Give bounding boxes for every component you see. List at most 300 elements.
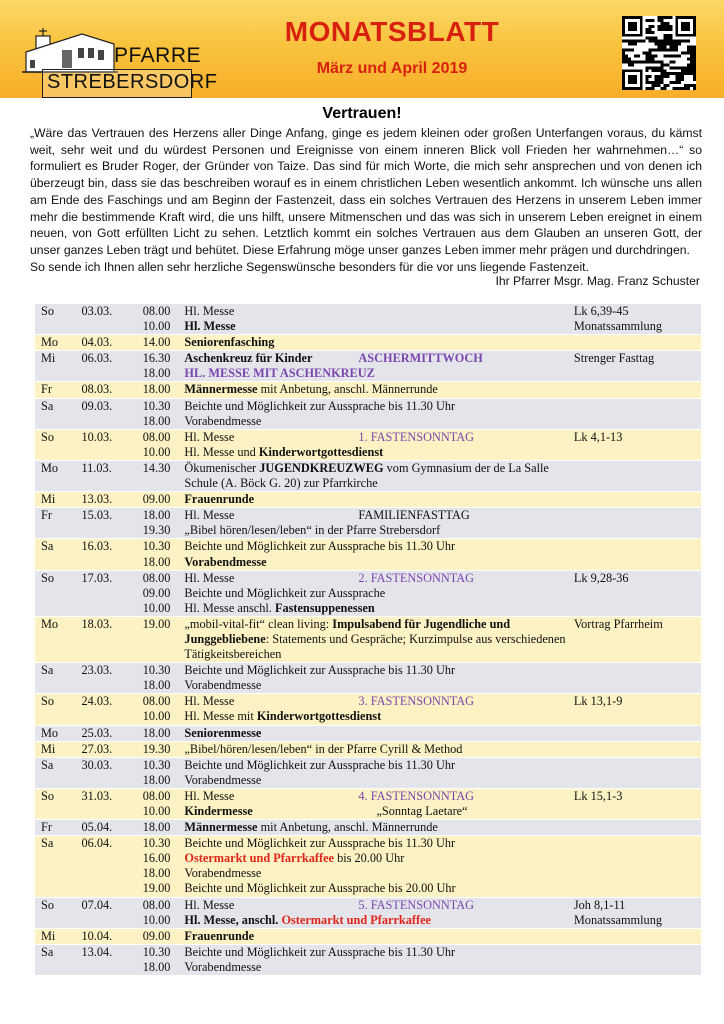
time-label: 18.00 <box>142 413 171 428</box>
event-text: „Bibel hören/lesen/leben“ in der Pfarre Strebersdorf <box>184 523 441 538</box>
schedule-day <box>35 928 81 944</box>
day-label: Mo <box>41 616 59 631</box>
time-label: 10.00 <box>142 444 171 459</box>
schedule-row <box>35 335 701 351</box>
schedule-notes <box>574 382 701 398</box>
schedule-events <box>184 788 573 819</box>
event-line <box>184 414 573 429</box>
time-label: 08.00 <box>142 788 171 803</box>
article-signature: Ihr Pfarrer Msgr. Mag. Franz Schuster <box>495 274 700 288</box>
note-label: Lk 6,39-45 <box>573 304 629 318</box>
schedule-day <box>35 382 81 398</box>
day-label: Fr <box>41 508 52 523</box>
time-label: 10.00 <box>142 804 171 818</box>
page-title: MONATSBLATT <box>284 16 500 47</box>
note-label: Lk 9,28-36 <box>573 570 629 585</box>
schedule-notes <box>574 508 701 539</box>
note-label <box>574 929 701 944</box>
schedule-row <box>35 304 701 335</box>
event-line <box>184 678 573 693</box>
time-label: 10.30 <box>142 944 171 959</box>
schedule-times <box>143 460 185 491</box>
time-label: 10.30 <box>142 539 171 554</box>
time-label: 19.00 <box>142 881 171 896</box>
date-label: 03.03. <box>81 304 113 318</box>
event-line <box>184 586 573 601</box>
event-line <box>184 555 573 570</box>
schedule-date <box>81 429 142 460</box>
event-text: Beichte und Möglichkeit zur Aussprache bis 11.30 Uhr <box>184 539 456 554</box>
schedule-day <box>35 539 81 570</box>
event-text: Ostermarkt und Pfarrkaffee <box>184 851 334 866</box>
day-label: Mi <box>41 492 56 507</box>
note-label <box>574 508 701 523</box>
note-label <box>574 492 701 507</box>
schedule-notes <box>574 944 701 975</box>
event-text: 4. FASTENSONNTAG <box>358 788 475 803</box>
note-label <box>574 820 701 835</box>
event-line <box>184 758 573 773</box>
day-label: Mo <box>41 725 59 740</box>
date-label: 15.03. <box>81 508 113 523</box>
note-label: Strenger Fasttag <box>573 351 655 366</box>
schedule-date <box>81 836 142 897</box>
schedule-events <box>184 836 573 897</box>
time-label: 19.30 <box>142 741 171 756</box>
schedule-date <box>81 616 142 662</box>
event-text: : Statements und Gespräche; Kurzimpulse aus verschiedenen Tätigkeitsbereichen <box>184 631 566 662</box>
schedule-day <box>35 897 81 928</box>
schedule-row <box>35 351 701 382</box>
day-label: Sa <box>41 539 54 554</box>
event-line <box>184 617 573 662</box>
date-label: 31.03. <box>81 788 113 803</box>
event-text: 5. FASTENSONNTAG <box>358 897 475 912</box>
event-text: Hl. Messe <box>184 429 235 444</box>
day-label: So <box>41 570 54 585</box>
event-text: Hl. Messe, anschl. <box>184 912 282 927</box>
schedule-row <box>35 836 701 897</box>
event-text: Hl. Messe <box>184 897 235 912</box>
schedule-events <box>184 928 573 944</box>
schedule-row <box>35 820 701 836</box>
date-label: 17.03. <box>81 570 113 585</box>
date-label: 09.03. <box>81 398 113 413</box>
event-text: Männermesse <box>184 382 258 397</box>
event-text: Beichte und Möglichkeit zur Aussprache <box>184 585 386 600</box>
note-label <box>574 601 701 616</box>
schedule-date <box>81 304 142 335</box>
article-paragraph: So sende ich Ihnen allen sehr herzliche Segenswünsche besonders für die vor uns liegende Fastenzeit. <box>30 259 589 274</box>
schedule-row <box>35 725 701 741</box>
note-label <box>574 726 701 741</box>
time-label: 10.00 <box>142 600 171 615</box>
event-text: Kinderwortgottesdienst <box>256 709 382 724</box>
date-label: 06.04. <box>81 836 113 851</box>
schedule-row <box>35 429 701 460</box>
note-label: Monatssammlung <box>573 912 662 927</box>
schedule-day <box>35 398 81 429</box>
note-label <box>574 742 701 757</box>
schedule-date <box>81 757 142 788</box>
day-label: Sa <box>41 836 54 851</box>
schedule-events <box>184 351 573 382</box>
event-line <box>184 945 573 960</box>
event-line <box>184 663 573 678</box>
note-label <box>574 851 701 866</box>
event-text: Kindermesse <box>184 804 253 818</box>
time-label: 10.30 <box>142 398 171 413</box>
schedule-notes <box>574 351 701 382</box>
article-heading: Vertrauen! <box>322 105 402 122</box>
schedule-times <box>143 304 185 335</box>
event-text: bis 20.00 Uhr <box>334 851 405 866</box>
schedule-times <box>143 429 185 460</box>
day-label: So <box>41 897 54 912</box>
event-line <box>184 789 573 804</box>
event-line <box>184 960 573 975</box>
schedule-times <box>143 508 185 539</box>
note-label: Lk 13,1-9 <box>573 694 623 709</box>
event-text: Hl. Messe <box>184 694 235 709</box>
date-label: 13.04. <box>81 944 113 959</box>
schedule-day <box>35 304 81 335</box>
schedule-row <box>35 492 701 508</box>
schedule-date <box>81 335 142 351</box>
event-line <box>184 508 573 523</box>
schedule-row <box>35 741 701 757</box>
event-line <box>184 773 573 788</box>
note-label <box>574 366 701 381</box>
event-text: mit Anbetung, anschl. Männerrunde <box>257 382 438 397</box>
note-label <box>574 678 701 693</box>
schedule-events <box>184 741 573 757</box>
schedule-times <box>143 897 185 928</box>
event-line <box>184 929 573 944</box>
event-text: Beichte und Möglichkeit zur Aussprache bis 11.30 Uhr <box>184 757 456 772</box>
note-label <box>574 836 701 851</box>
note-label: Monatssammlung <box>573 319 662 334</box>
schedule-row <box>35 508 701 539</box>
schedule-events <box>184 820 573 836</box>
date-label: 27.03. <box>81 741 113 756</box>
event-text: Impulsabend für Jugendliche und Junggebliebene <box>184 616 511 646</box>
date-label: 06.03. <box>81 351 113 366</box>
note-label: Lk 15,1-3 <box>573 788 623 803</box>
event-line <box>184 694 573 709</box>
event-line <box>184 351 573 366</box>
time-label: 10.30 <box>142 757 171 772</box>
date-label: 13.03. <box>81 492 113 507</box>
event-line <box>184 492 573 507</box>
day-label: Mi <box>41 741 56 756</box>
date-label: 07.04. <box>81 897 113 912</box>
time-label: 18.00 <box>142 725 171 740</box>
event-line <box>184 881 573 896</box>
event-text: 1. FASTENSONNTAG <box>358 429 475 444</box>
event-line <box>184 709 573 724</box>
schedule-day <box>35 335 81 351</box>
event-line <box>184 601 573 616</box>
schedule-date <box>81 539 142 570</box>
time-label: 14.30 <box>142 460 171 475</box>
schedule-date <box>81 382 142 398</box>
schedule-day <box>35 508 81 539</box>
schedule-row <box>35 897 701 928</box>
date-label: 25.03. <box>81 725 113 740</box>
time-label: 19.30 <box>142 523 171 538</box>
schedule-notes <box>574 570 701 616</box>
event-line <box>184 820 573 835</box>
date-label: 18.03. <box>81 616 113 631</box>
day-label: So <box>41 429 54 444</box>
note-label <box>574 414 701 429</box>
time-label: 08.00 <box>142 694 171 709</box>
schedule-times <box>143 757 185 788</box>
date-label: 10.04. <box>81 928 113 943</box>
schedule-date <box>81 663 142 694</box>
schedule-times <box>143 335 185 351</box>
time-label: 10.00 <box>142 912 171 927</box>
schedule-times <box>143 836 185 897</box>
time-label: 18.00 <box>142 772 171 787</box>
schedule-notes <box>574 398 701 429</box>
schedule-events <box>184 570 573 616</box>
schedule-date <box>81 570 142 616</box>
schedule-notes <box>574 663 701 694</box>
day-label: Fr <box>41 382 52 397</box>
schedule-notes <box>574 429 701 460</box>
day-label: So <box>41 694 54 709</box>
schedule-notes <box>574 335 701 351</box>
date-label: 05.04. <box>81 820 113 835</box>
day-label: Fr <box>41 820 52 835</box>
time-label: 08.00 <box>142 897 171 912</box>
event-text: Hl. Messe mit <box>184 709 257 724</box>
schedule-day <box>35 944 81 975</box>
note-label <box>574 881 701 896</box>
day-label: Mi <box>41 928 56 943</box>
qr-code-icon <box>622 16 696 90</box>
schedule-notes <box>574 741 701 757</box>
schedule-date <box>81 788 142 819</box>
note-label <box>574 960 701 975</box>
day-label: Sa <box>41 663 54 678</box>
note-label <box>574 539 701 554</box>
schedule-times <box>143 492 185 508</box>
schedule-times <box>143 741 185 757</box>
schedule-day <box>35 616 81 662</box>
note-label <box>574 586 701 601</box>
schedule-events <box>184 616 573 662</box>
event-text: Frauenrunde <box>184 492 255 507</box>
schedule-day <box>35 460 81 491</box>
logo-text-strebersdorf: STREBERSDORF <box>47 71 218 93</box>
note-label <box>574 709 701 724</box>
event-text: Vorabendmesse <box>184 678 262 693</box>
schedule-times <box>143 694 185 725</box>
day-label: Sa <box>41 944 54 959</box>
schedule-notes <box>574 460 701 491</box>
event-line <box>184 726 573 741</box>
schedule-date <box>81 725 142 741</box>
event-text: Hl. Messe <box>184 508 235 523</box>
schedule-events <box>184 335 573 351</box>
schedule-row <box>35 757 701 788</box>
time-label: 19.00 <box>142 616 171 631</box>
note-label <box>574 399 701 414</box>
note-label <box>574 382 701 397</box>
day-label: Sa <box>41 757 54 772</box>
note-label: Vortrag Pfarrheim <box>573 616 663 631</box>
date-label: 04.03. <box>81 335 113 350</box>
event-text: Fastensuppenessen <box>274 600 375 615</box>
date-label: 30.03. <box>81 757 113 772</box>
schedule-day <box>35 351 81 382</box>
schedule-notes <box>574 897 701 928</box>
event-line <box>184 399 573 414</box>
schedule-times <box>143 928 185 944</box>
schedule-day <box>35 570 81 616</box>
time-label: 10.30 <box>142 663 171 678</box>
schedule-times <box>143 382 185 398</box>
schedule-events <box>184 460 573 491</box>
event-line <box>184 571 573 586</box>
date-label: 11.03. <box>81 460 112 475</box>
time-label: 10.00 <box>142 709 171 724</box>
date-label: 23.03. <box>81 663 113 678</box>
time-label: 14.00 <box>142 335 171 350</box>
note-label <box>574 461 701 476</box>
schedule-times <box>143 820 185 836</box>
schedule-date <box>81 897 142 928</box>
time-label: 10.30 <box>142 836 171 851</box>
event-text: Hl. Messe <box>184 319 236 334</box>
time-label: 10.00 <box>142 319 171 334</box>
article-body <box>30 125 702 275</box>
schedule-row <box>35 788 701 819</box>
schedule-events <box>184 725 573 741</box>
time-label: 18.00 <box>142 678 171 693</box>
event-text: Frauenrunde <box>184 928 255 943</box>
schedule-times <box>143 351 185 382</box>
schedule-times <box>143 539 185 570</box>
event-text: 2. FASTENSONNTAG <box>358 570 475 585</box>
event-text: Vorabendmesse <box>184 413 262 428</box>
event-line <box>184 539 573 554</box>
schedule-date <box>81 351 142 382</box>
note-label <box>574 555 701 570</box>
event-text: Beichte und Möglichkeit zur Aussprache bis 11.30 Uhr <box>184 663 456 678</box>
schedule-notes <box>574 757 701 788</box>
note-label <box>574 335 701 350</box>
event-line <box>184 913 573 928</box>
schedule-notes <box>574 492 701 508</box>
schedule-row <box>35 694 701 725</box>
event-text: mit Anbetung, anschl. Männerrunde <box>257 820 438 835</box>
schedule-times <box>143 725 185 741</box>
event-line <box>184 866 573 881</box>
schedule-day <box>35 788 81 819</box>
event-text: Seniorenmesse <box>184 725 262 740</box>
schedule-table <box>35 304 701 976</box>
event-line <box>184 304 573 319</box>
date-label: 08.03. <box>81 382 113 397</box>
event-text: Männermesse <box>184 820 258 835</box>
schedule-date <box>81 508 142 539</box>
schedule-row <box>35 616 701 662</box>
event-text: Aschenkreuz für Kinder <box>184 351 313 366</box>
event-text: ASCHERMITTWOCH <box>358 351 483 366</box>
schedule-notes <box>574 788 701 819</box>
schedule-day <box>35 741 81 757</box>
day-label: Mo <box>41 335 59 350</box>
schedule-day <box>35 725 81 741</box>
time-label: 09.00 <box>142 585 171 600</box>
event-line <box>184 445 573 460</box>
event-line <box>184 461 573 491</box>
schedule-notes <box>574 539 701 570</box>
schedule-date <box>81 944 142 975</box>
note-label <box>574 523 701 538</box>
event-text: 3. FASTENSONNTAG <box>358 694 475 709</box>
day-label: Sa <box>41 398 54 413</box>
schedule-date <box>81 694 142 725</box>
event-text: Hl. Messe <box>184 788 235 803</box>
note-label <box>574 445 701 460</box>
event-line <box>184 523 573 538</box>
schedule-times <box>143 570 185 616</box>
time-label: 18.00 <box>142 959 171 974</box>
event-line <box>184 319 573 334</box>
page-header <box>0 0 724 98</box>
event-text: Ökumenischer <box>184 460 260 475</box>
event-line <box>184 851 573 866</box>
day-label: Mo <box>41 460 59 475</box>
schedule-date <box>81 820 142 836</box>
schedule-row <box>35 460 701 491</box>
schedule-row <box>35 928 701 944</box>
schedule-events <box>184 382 573 398</box>
schedule-date <box>81 928 142 944</box>
schedule-row <box>35 663 701 694</box>
event-text: Vorabendmesse <box>184 772 262 787</box>
event-text: Ostermarkt und Pfarrkaffee <box>281 912 432 927</box>
date-label: 10.03. <box>81 429 113 444</box>
day-label: So <box>41 788 54 803</box>
event-text: Vorabendmesse <box>184 554 267 569</box>
schedule-notes <box>574 616 701 662</box>
schedule-day <box>35 429 81 460</box>
event-text: Beichte und Möglichkeit zur Aussprache bis 20.00 Uhr <box>184 881 456 896</box>
time-label: 08.00 <box>142 570 171 585</box>
time-label: 18.00 <box>142 554 171 569</box>
schedule-events <box>184 304 573 335</box>
schedule-day <box>35 757 81 788</box>
schedule-events <box>184 897 573 928</box>
event-line <box>184 898 573 913</box>
schedule-day <box>35 663 81 694</box>
schedule-events <box>184 429 573 460</box>
event-text: „Sonntag Laetare“ <box>376 804 468 818</box>
event-line <box>184 382 573 397</box>
event-text: „mobil-vital-fit“ clean living: <box>184 616 333 631</box>
schedule-events <box>184 539 573 570</box>
schedule-day <box>35 820 81 836</box>
schedule-notes <box>574 820 701 836</box>
note-label: Joh 8,1-11 <box>573 897 626 912</box>
schedule-row <box>35 382 701 398</box>
